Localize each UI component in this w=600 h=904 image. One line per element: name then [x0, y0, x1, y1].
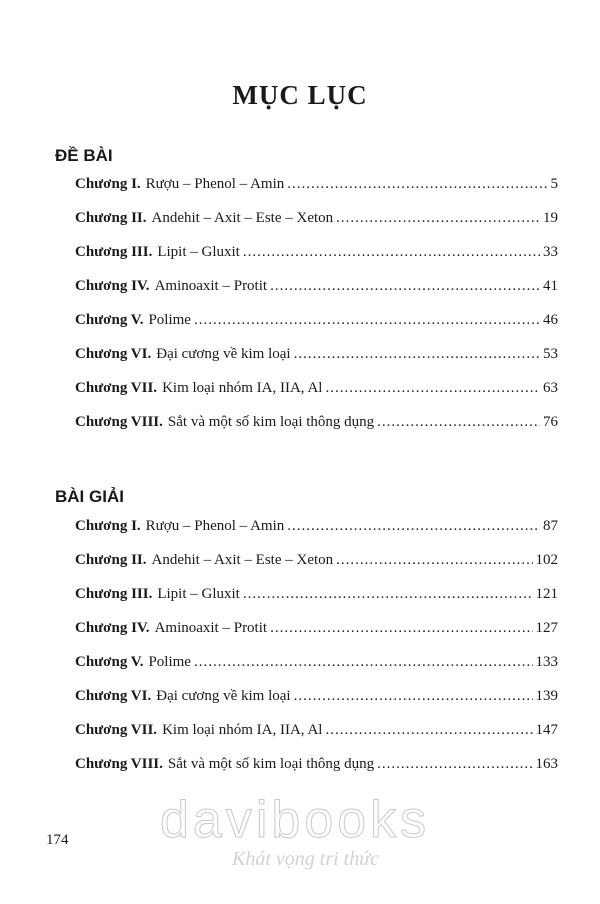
- page-ref: 63: [543, 380, 558, 396]
- toc-entry[interactable]: [75, 586, 558, 620]
- toc-entry[interactable]: [75, 688, 558, 722]
- chapter-label: Chương IV.: [75, 620, 150, 636]
- chapter-name: Đại cương về kim loại: [156, 688, 291, 704]
- toc-list-de-bai: [75, 176, 558, 448]
- chapter-name: Đại cương về kim loại: [156, 346, 291, 362]
- chapter-label: Chương V.: [75, 312, 144, 328]
- chapter-label: Chương VIII.: [75, 756, 163, 772]
- page-title: MỤC LỤC: [232, 80, 368, 110]
- toc-entry[interactable]: [75, 210, 558, 244]
- chapter-label: Chương III.: [75, 586, 153, 602]
- toc-entry[interactable]: [75, 244, 558, 278]
- page-ref: 46: [543, 312, 558, 328]
- chapter-name: Kim loại nhóm IA, IIA, Al: [162, 380, 323, 396]
- toc-entry[interactable]: [75, 380, 558, 414]
- dot-leader: [325, 380, 540, 397]
- page-ref: 147: [535, 722, 558, 738]
- page-ref: 33: [543, 244, 558, 260]
- watermark-tagline: Khát vọng tri thức: [232, 848, 380, 870]
- page-ref: 53: [543, 346, 558, 362]
- page-ref: 139: [535, 688, 558, 704]
- dot-leader: [270, 278, 540, 295]
- dot-leader: [194, 312, 540, 329]
- dot-leader: [294, 688, 533, 705]
- dot-leader: [270, 620, 532, 637]
- page-ref: 127: [535, 620, 558, 636]
- page-number: 174: [46, 832, 69, 848]
- page-ref: 19: [543, 210, 558, 226]
- chapter-label: Chương VII.: [75, 380, 158, 396]
- toc-entry[interactable]: [75, 654, 558, 688]
- dot-leader: [243, 244, 540, 261]
- chapter-name: Kim loại nhóm IA, IIA, Al: [162, 722, 323, 738]
- section-heading-bai-giai: BÀI GIẢI: [55, 487, 124, 506]
- chapter-label: Chương V.: [75, 654, 144, 670]
- chapter-name: Aminoaxit – Protit: [154, 278, 268, 294]
- toc-entry[interactable]: [75, 176, 558, 210]
- page-ref: 163: [535, 756, 558, 772]
- section-heading-de-bai: ĐỀ BÀI: [55, 146, 113, 165]
- dot-leader: [336, 210, 540, 227]
- chapter-name: Aminoaxit – Protit: [154, 620, 268, 636]
- toc-entry[interactable]: [75, 278, 558, 312]
- page-ref: 87: [543, 518, 558, 534]
- page-ref: 76: [543, 414, 558, 430]
- dot-leader: [287, 518, 540, 535]
- chapter-label: Chương III.: [75, 244, 153, 260]
- dot-leader: [294, 346, 540, 363]
- toc-entry[interactable]: [75, 620, 558, 654]
- chapter-label: Chương II.: [75, 210, 147, 226]
- toc-entry[interactable]: [75, 756, 558, 790]
- dot-leader: [194, 654, 533, 671]
- toc-entry[interactable]: [75, 552, 558, 586]
- chapter-label: Chương VI.: [75, 688, 152, 704]
- dot-leader: [325, 722, 532, 739]
- chapter-label: Chương VII.: [75, 722, 158, 738]
- chapter-label: Chương I.: [75, 176, 141, 192]
- chapter-name: Polime: [148, 654, 191, 670]
- toc-entry[interactable]: [75, 312, 558, 346]
- watermark-brand: davibooks: [160, 791, 431, 849]
- toc-entry[interactable]: [75, 518, 558, 552]
- chapter-name: Rượu – Phenol – Amin: [145, 176, 285, 192]
- dot-leader: [243, 586, 533, 603]
- chapter-name: Lipit – Gluxit: [157, 244, 240, 260]
- chapter-name: Sắt và một số kim loại thông dụng: [167, 756, 375, 772]
- chapter-label: Chương II.: [75, 552, 147, 568]
- toc-entry[interactable]: [75, 414, 558, 448]
- page-ref: 121: [535, 586, 558, 602]
- chapter-label: Chương VIII.: [75, 414, 163, 430]
- chapter-name: Sắt và một số kim loại thông dụng: [167, 414, 375, 430]
- chapter-label: Chương IV.: [75, 278, 150, 294]
- chapter-name: Polime: [148, 312, 191, 328]
- chapter-label: Chương VI.: [75, 346, 152, 362]
- chapter-name: Rượu – Phenol – Amin: [145, 518, 285, 534]
- dot-leader: [336, 552, 532, 569]
- chapter-label: Chương I.: [75, 518, 141, 534]
- chapter-name: Andehit – Axit – Este – Xeton: [151, 210, 334, 226]
- dot-leader: [377, 756, 532, 773]
- dot-leader: [287, 176, 547, 193]
- page-ref: 5: [550, 176, 558, 192]
- toc-entry[interactable]: [75, 346, 558, 380]
- dot-leader: [377, 414, 540, 431]
- chapter-name: Lipit – Gluxit: [157, 586, 240, 602]
- toc-entry[interactable]: [75, 722, 558, 756]
- toc-list-bai-giai: [75, 518, 558, 790]
- page-ref: 102: [535, 552, 558, 568]
- page-ref: 133: [535, 654, 558, 670]
- chapter-name: Andehit – Axit – Este – Xeton: [151, 552, 334, 568]
- page-ref: 41: [543, 278, 558, 294]
